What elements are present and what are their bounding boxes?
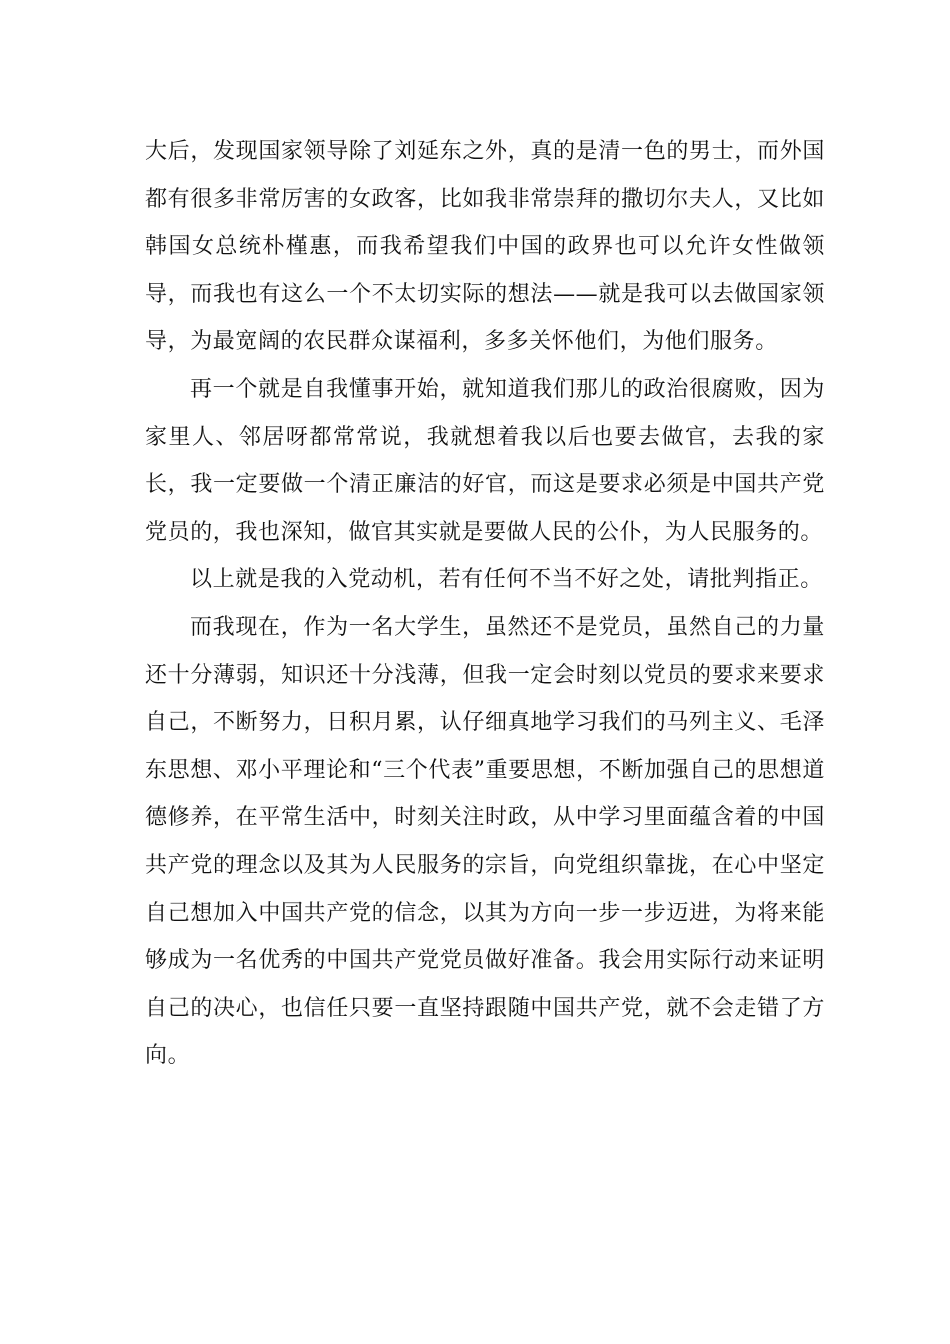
- paragraph: 而我现在，作为一名大学生，虽然还不是党员，虽然自己的力量还十分薄弱，知识还十分浅薄，但我一定会时刻以党员的要求来要求自己，不断努力，日积月累，认仔细真地学习我们的马列主义、毛泽东思想、邓小平理论和“三个代表”重要思想，不断加强自己的思想道德修养，在平常生活中，时刻关注时政，从中学习里面蕴含着的中国共产党的理念以及其为人民服务的宗旨，向党组织靠拢，在心中坚定自己想加入中国共产党的信念，以其为方向一步一步迈进，为将来能够成为一名优秀的中国共产党党员做好准备。我会用实际行动来证明自己的决心，也信任只要一直坚持跟随中国共产党，就不会走错了方向。: [145, 614, 825, 1069]
- paragraph-continued: 大后，发现国家领导除了刘延东之外，真的是清一色的男士，而外国都有很多非常厉害的女政客，比如我非常崇拜的撒切尔夫人，又比如韩国女总统朴槿惠，而我希望我们中国的政界也可以允许女性做领导，而我也有这么一个不太切实际的想法——就是我可以去做国家领导，为最宽阔的农民群众谋福利，多多关怀他们，为他们服务。: [145, 139, 825, 355]
- paragraph: 以上就是我的入党动机，若有任何不当不好之处，请批判指正。: [190, 567, 823, 593]
- document-body: [145, 128, 825, 1080]
- paragraph: 再一个就是自我懂事开始，就知道我们那儿的政治很腐败，因为家里人、邻居呀都常常说，我就想着我以后也要去做官，去我的家长，我一定要做一个清正廉洁的好官，而这是要求必须是中国共产党党员的，我也深知，做官其实就是要做人民的公仆，为人民服务的。: [145, 376, 825, 545]
